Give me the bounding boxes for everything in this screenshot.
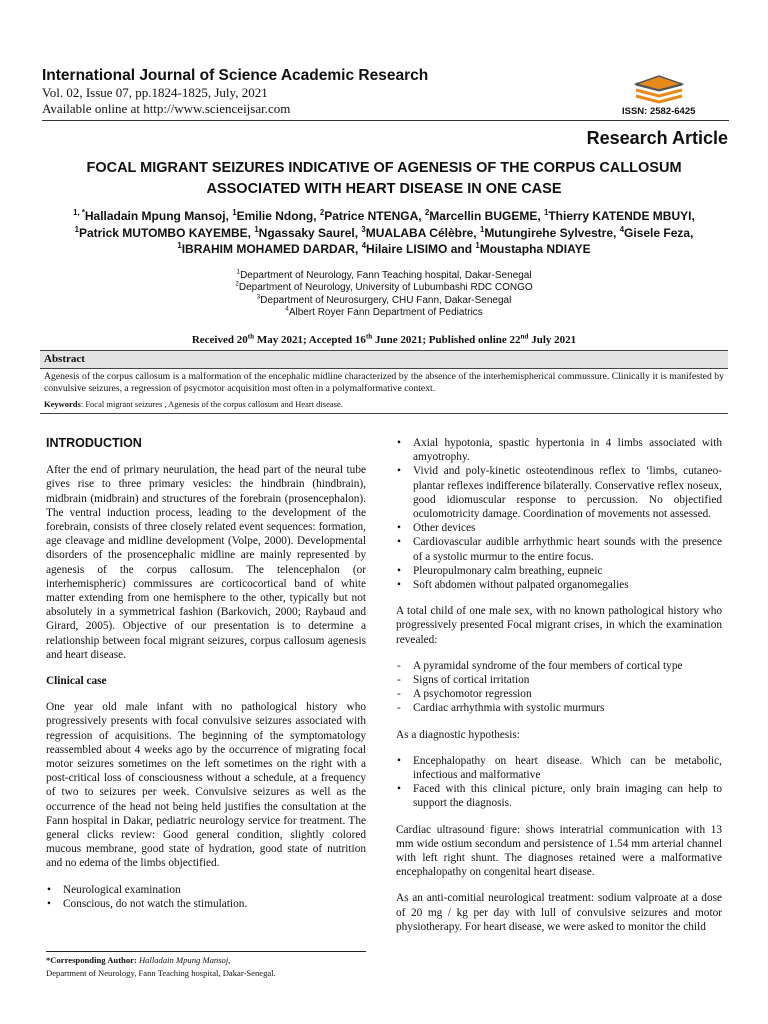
exam-findings-list [396, 436, 722, 592]
author-list [40, 208, 728, 258]
author-affiliation-marker: 1 [177, 241, 182, 250]
affiliation-text: Albert Royer Fann Department of Pediatrics [288, 307, 483, 319]
list-item: • Vivid and poly-kinetic osteotendinous reflex to ‘limbs, cutaneo-plantar reflexes indifference bilaterally. Conservative reflex noseux, good idiomuscular response to percussion. No objectified oculomotricity damage. Coordination of movements not assessed. [396, 464, 722, 521]
header-divider [42, 120, 729, 121]
affiliation-text: Department of Neurology, University of Lubumbashi RDC CONGO [238, 282, 533, 294]
journal-online-line: Available online at http://www.scienceijsar.com [42, 101, 291, 116]
paper-title-line: FOCAL MIGRANT SEIZURES INDICATIVE OF AGENESIS OF THE CORPUS CALLOSUM [86, 160, 682, 176]
corresponding-author-footnote [46, 954, 366, 980]
clinical-case-heading: Clinical case [46, 675, 107, 688]
list-item: • Soft abdomen without palpated organomegalies [396, 578, 722, 592]
list-item: - A psychomotor regression [396, 687, 722, 701]
author-affiliation-marker: 2 [319, 208, 325, 217]
author-affiliation-marker: 1 [479, 224, 485, 234]
list-item: • Conscious, do not watch the stimulation. [46, 897, 366, 911]
accepted-date: May 2021; Accepted 16 [254, 334, 366, 346]
affiliation-marker: 1 [236, 268, 241, 276]
introduction-heading: INTRODUCTION [46, 436, 142, 450]
footnote-author-name: Halladain Mpung Mansoj, [138, 955, 231, 965]
right-column [396, 436, 722, 946]
affiliation-item [140, 270, 628, 282]
affiliation-marker: 3 [256, 293, 261, 301]
paper-title [60, 158, 708, 200]
author-line [40, 225, 728, 242]
published-date-rest: July 2021 [528, 334, 577, 346]
author-affiliation-marker: 1 [254, 224, 259, 234]
footnote-affiliation: Department of Neurology, Fann Teaching hospital, Dakar-Senegal. [46, 968, 276, 978]
summary-paragraph: A total child of one male sex, with no known pathological history who progressively presented Focal migrant crises, in which the examination revealed: [396, 605, 722, 646]
keywords-line [40, 395, 728, 413]
author-name: Halladain Mpung Mansoj, [84, 209, 233, 223]
keywords-label: Keywords [44, 398, 81, 409]
affiliation-marker: 4 [285, 305, 289, 313]
author-name: Patrice NTENGA, [324, 209, 425, 223]
list-item: • Other devices [396, 521, 722, 535]
list-item: • Cardiovascular audible arrhythmic heart sounds with the presence of a systolic murmur to the entire focus. [396, 535, 722, 563]
journal-title: International Journal of Science Academic Research [42, 67, 429, 84]
author-affiliation-marker: 4 [361, 241, 367, 250]
author-affiliation-marker: 2 [424, 208, 430, 217]
findings-dash-list [396, 659, 722, 716]
published-date: June 2021; Published online 22 [372, 334, 521, 346]
list-item: - Signs of cortical irritation [396, 673, 722, 687]
author-name: Gisele Feza, [624, 225, 694, 240]
author-affiliation-marker: 1 [544, 208, 549, 217]
affiliation-text: Department of Neurosurgery, CHU Fann, Dakar-Senegal [260, 294, 512, 306]
author-line [40, 241, 728, 258]
clinical-case-paragraph: One year old male infant with no pathological history who progressively presents with focal convulsive seizures associated with regression of acquisitions. The beginning of the symptomatology reassembled about 4 weeks ago by the occurrence of migrating focal motor seizures sometimes on the left sometimes on the right with a post-critical loss of consciousness without a schedule, at a frequency of two to seizures per week. Convulsive seizures as well as the occurrence of the head not being held justifies the consultation at the Fann hospital in Dakar, pediatric neurology service for treatment. The general clicks review: Good general condition, slightly colored mucous membrane, good state of hydration, good state of nutrition and no edema of the limbs objectified. [46, 701, 366, 870]
author-name: Ngassaky Saurel, [258, 225, 362, 240]
author-name: Thierry KATENDE MBUYI, [548, 209, 695, 223]
author-affiliation-marker: 1 [74, 224, 79, 234]
affiliation-item [140, 282, 628, 294]
author-name: Moustapha NDIAYE [479, 242, 591, 256]
author-line [40, 208, 728, 225]
list-item: • Encephalopathy on heart disease. Which can be metabolic, infectious and malformative [396, 754, 722, 782]
abstract-text: Agenesis of the corpus callosum is a malformation of the encephalic midline characterized by the absence of the interhemispherical commussure. Clinically it is manifested by convulsive seizures, a regression of psycmotor acquisition most often in a polymalformative context. [44, 371, 724, 394]
list-item: - A pyramidal syndrome of the four members of cortical type [396, 659, 722, 673]
author-affiliation-marker: 3 [361, 224, 366, 234]
abstract-section [40, 350, 728, 414]
article-type-label: Research Article [586, 128, 728, 148]
author-name: Patrick MUTOMBO KAYEMBE, [78, 225, 255, 240]
introduction-paragraph: After the end of primary neurulation, the head part of the neural tube gives rise to three primary vesicles: the hindbrain (hindbrain), midbrain (midbrain) and structures of the forebrain (prosencephalon). The ventral induction process, leading to the development of the forebrain, consists of three closely related event sequences: formation, age cleavage and midline development (Volpe, 2000). Developmental disorders of the prosencephalic midline are mainly represented by agenesis of the corpus callosum. The telencephalon (or interhemispheric) commissures are corticocortical band of white matter extending from one hemisphere to the other, typically but not absolutely in a symmetrical fashion (Barkovich, 2000; Raybaud and Girard, 2005). Objective of our presentation is to determine a relationship between focal migrant seizures, corpus callosum agenesis and heart disease. [46, 464, 366, 661]
hypothesis-line: As a diagnostic hypothesis: [396, 728, 520, 741]
author-name: Mutungirehe Sylvestre, [484, 225, 620, 240]
received-date: Received 20 [191, 334, 248, 346]
author-name: IBRAHIM MOHAMED DARDAR, [181, 242, 362, 256]
footnote-label: *Corresponding Author: [46, 955, 139, 965]
list-item: • Axial hypotonia, spastic hypertonia in 4 limbs associated with amyotrophy. [396, 436, 722, 464]
hypothesis-list [396, 754, 722, 811]
list-item: - Cardiac arrhythmia with systolic murmurs [396, 701, 722, 715]
affiliation-item [140, 295, 628, 307]
author-name: Hilaire LISIMO and [366, 242, 476, 256]
date-suffix: th [247, 332, 255, 341]
affiliation-text: Department of Neurology, Fann Teaching hospital, Dakar-Senegal [240, 270, 532, 281]
author-name: Emilie Ndong, [236, 209, 320, 223]
treatment-paragraph: As an anti-comitial neurological treatment: sodium valproate at a dose of 20 mg / kg per day with lull of convulsive seizures and motor physiotherapy. For heart disease, we were asked to monitor the child [396, 892, 722, 933]
list-item: • Pleuropulmonary calm breathing, eupneic [396, 564, 722, 578]
date-suffix: th [365, 332, 373, 341]
abstract-heading: Abstract [40, 351, 728, 368]
footnote-divider [46, 951, 366, 952]
exam-bullet-list [46, 883, 366, 911]
left-column [46, 436, 366, 923]
affiliation-list [140, 270, 628, 320]
publication-dates [60, 334, 708, 346]
paper-title-line: ASSOCIATED WITH HEART DISEASE IN ONE CASE [206, 181, 562, 197]
abstract-divider [40, 413, 728, 414]
list-item: • Faced with this clinical picture, only brain imaging can help to support the diagnosis. [396, 782, 722, 810]
keywords-text: : Focal migrant seizures , Agenesis of the corpus callosum and Heart disease. [80, 398, 343, 409]
author-name: Marcellin BUGEME, [429, 209, 544, 223]
author-affiliation-marker: 1 [475, 241, 480, 250]
author-affiliation-marker: 1, * [73, 208, 85, 217]
affiliation-item [140, 307, 628, 319]
date-suffix: nd [520, 332, 529, 341]
author-affiliation-marker: 1 [232, 208, 237, 217]
ultrasound-paragraph: Cardiac ultrasound figure: shows interatrial communication with 13 mm wide ostium secondum and persistence of 1.54 mm arterial channel with left right shunt. The diagnoses retained were a malformative encephalopathy on congenital heart disease. [396, 823, 722, 879]
list-item: • Neurological examination [46, 883, 366, 897]
author-name: MUALABA Célèbre, [365, 225, 480, 240]
affiliation-marker: 2 [235, 281, 239, 289]
issn-label: ISSN: 2582-6425 [622, 106, 696, 117]
journal-volume-line: Vol. 02, Issue 07, pp.1824-1825, July, 2021 [42, 85, 268, 100]
author-affiliation-marker: 4 [619, 224, 625, 234]
